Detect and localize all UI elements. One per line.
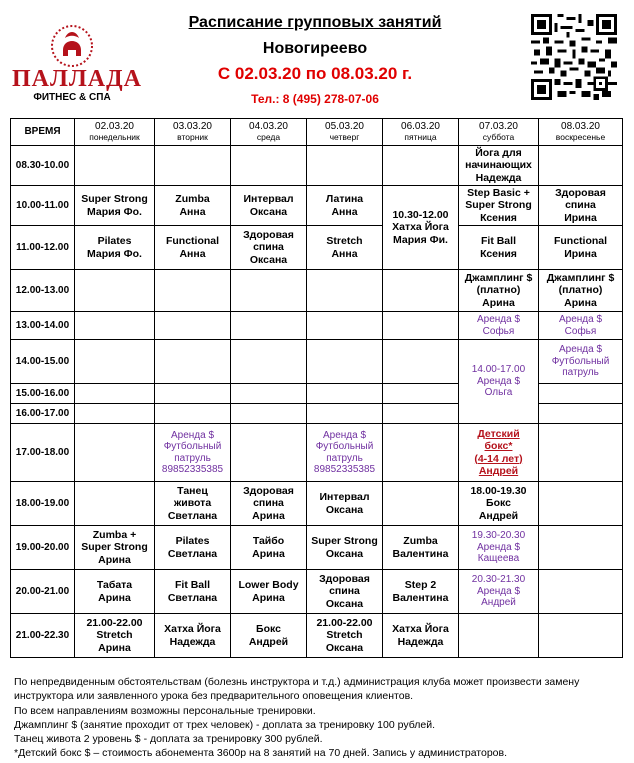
class-cell: 14.00-17.00 Аренда $ Ольга xyxy=(459,340,539,424)
table-row xyxy=(11,424,623,482)
table-row xyxy=(11,270,623,312)
class-cell: Аренда $ Футбольный патруль 89852335385 xyxy=(307,424,383,482)
class-cell: Pilates Светлана xyxy=(155,526,231,570)
qr-code-icon[interactable] xyxy=(531,14,617,100)
table-row xyxy=(11,614,623,658)
note-line: инструктора или заявленного урока без предварительного оповещения клиентов. xyxy=(14,690,414,703)
class-cell: Аренда $ Софья xyxy=(459,312,539,340)
class-cell: Интервал Оксана xyxy=(231,186,307,226)
day-header: 05.03.20 четверг xyxy=(307,119,383,146)
class-cell: Functional Ирина xyxy=(539,226,623,270)
time-cell: 16.00-17.00 xyxy=(11,404,75,424)
day-header: 08.03.20 воскресенье xyxy=(539,119,623,146)
time-cell: 20.00-21.00 xyxy=(11,570,75,614)
class-cell: Fit Ball Светлана xyxy=(155,570,231,614)
table-row xyxy=(11,146,623,186)
note-line: Танец живота 2 уровень $ - доплата за тренировку 300 рублей. xyxy=(14,733,323,746)
time-cell: 11.00-12.00 xyxy=(11,226,75,270)
table-header-row xyxy=(11,119,623,146)
day-header: 04.03.20 среда xyxy=(231,119,307,146)
schedule-title: Расписание групповых занятий xyxy=(188,14,442,31)
table-row xyxy=(11,570,623,614)
table-row xyxy=(11,340,623,384)
class-cell: 18.00-19.30 Бокс Андрей xyxy=(459,482,539,526)
class-cell: Табата Арина xyxy=(75,570,155,614)
class-cell: Бокс Андрей xyxy=(231,614,307,658)
class-cell: 21.00-22.00 Stretch Оксана xyxy=(307,614,383,658)
class-cell: Хатха Йога Надежда xyxy=(155,614,231,658)
class-cell: Step 2 Валентина xyxy=(383,570,459,614)
class-cell: Zumba + Super Strong Арина xyxy=(75,526,155,570)
class-cell: Джамплинг $ (платно) Арина xyxy=(459,270,539,312)
class-cell: Джамплинг $ (платно) Арина xyxy=(539,270,623,312)
class-cell: Super Strong Мария Фо. xyxy=(75,186,155,226)
class-cell: Functional Анна xyxy=(155,226,231,270)
class-cell: Детский бокс* (4-14 лет) Андрей xyxy=(459,424,539,482)
class-cell: Fit Ball Ксения xyxy=(459,226,539,270)
class-cell: 21.00-22.00 Stretch Арина xyxy=(75,614,155,658)
brand-subtitle: ФИТНЕС & СПА xyxy=(33,92,111,103)
class-cell: Латина Анна xyxy=(307,186,383,226)
brand-logo xyxy=(12,24,142,108)
date-range: С 02.03.20 по 08.03.20 г. xyxy=(217,64,413,83)
spartan-helmet-icon xyxy=(50,24,94,68)
class-cell: Йога для начинающих Надежда xyxy=(459,146,539,186)
table-row xyxy=(11,526,623,570)
class-cell: Интервал Оксана xyxy=(307,482,383,526)
table-row xyxy=(11,312,623,340)
time-cell: 15.00-16.00 xyxy=(11,384,75,404)
day-header: 06.03.20 пятница xyxy=(383,119,459,146)
phone: Тел.: 8 (495) 278-07-06 xyxy=(251,92,379,106)
class-cell: 19.30-20.30 Аренда $ Кащеева xyxy=(459,526,539,570)
note-line: По всем направлениям возможны персональные тренировки. xyxy=(14,704,316,717)
class-cell: Танец живота Светлана xyxy=(155,482,231,526)
class-cell: Аренда $ Софья xyxy=(539,312,623,340)
class-cell: Pilates Мария Фо. xyxy=(75,226,155,270)
time-cell: 14.00-15.00 xyxy=(11,340,75,384)
class-cell: Здоровая спина Оксана xyxy=(231,226,307,270)
brand-name: ПАЛЛАДА xyxy=(12,66,142,92)
class-cell: Аренда $ Футбольный патруль xyxy=(539,340,623,384)
table-row xyxy=(11,186,623,226)
class-cell: Здоровая спина Ирина xyxy=(539,186,623,226)
time-cell: 10.00-11.00 xyxy=(11,186,75,226)
note-line: *Детский бокс $ – стоимость абонемента 3600р на 8 занятий на 70 дней. Запись у администраторов. xyxy=(14,747,508,760)
class-cell: 20.30-21.30 Аренда $ Андрей xyxy=(459,570,539,614)
class-cell: Zumba Анна xyxy=(155,186,231,226)
location: Новогиреево xyxy=(262,40,368,57)
time-cell: 18.00-19.00 xyxy=(11,482,75,526)
time-cell: 21.00-22.30 xyxy=(11,614,75,658)
class-cell: Lower Body Арина xyxy=(231,570,307,614)
time-cell: 13.00-14.00 xyxy=(11,312,75,340)
class-cell: Тайбо Арина xyxy=(231,526,307,570)
class-cell: Stretch Анна xyxy=(307,226,383,270)
time-cell: 19.00-20.00 xyxy=(11,526,75,570)
time-cell: 12.00-13.00 xyxy=(11,270,75,312)
class-cell: Super Strong Оксана xyxy=(307,526,383,570)
table-row xyxy=(11,226,623,270)
note-line: По непредвиденным обстоятельствам (болезнь инструктора и т.д.) администрация клуба может произвести замену xyxy=(14,676,580,688)
schedule-table xyxy=(10,118,623,658)
class-cell: Zumba Валентина xyxy=(383,526,459,570)
class-cell: Step Basic + Super Strong Ксения xyxy=(459,186,539,226)
class-cell: 10.30-12.00 Хатха Йога Мария Фи. xyxy=(383,186,459,270)
class-cell: Здоровая спина Арина xyxy=(231,482,307,526)
day-header: 02.03.20 понедельник xyxy=(75,119,155,146)
class-cell: Аренда $ Футбольный патруль 89852335385 xyxy=(155,424,231,482)
table-row xyxy=(11,482,623,526)
schedule-notes xyxy=(14,675,626,761)
time-cell: 08.30-10.00 xyxy=(11,146,75,186)
class-cell: Здоровая спина Оксана xyxy=(307,570,383,614)
time-cell: 17.00-18.00 xyxy=(11,424,75,482)
note-line: Джамплинг $ (занятие проходит от трех человек) - доплата за тренировку 100 рублей. xyxy=(14,718,435,731)
day-header: 03.03.20 вторник xyxy=(155,119,231,146)
time-column-header: ВРЕМЯ xyxy=(11,119,75,146)
class-cell: Хатха Йога Надежда xyxy=(383,614,459,658)
day-header: 07.03.20 суббота xyxy=(459,119,539,146)
